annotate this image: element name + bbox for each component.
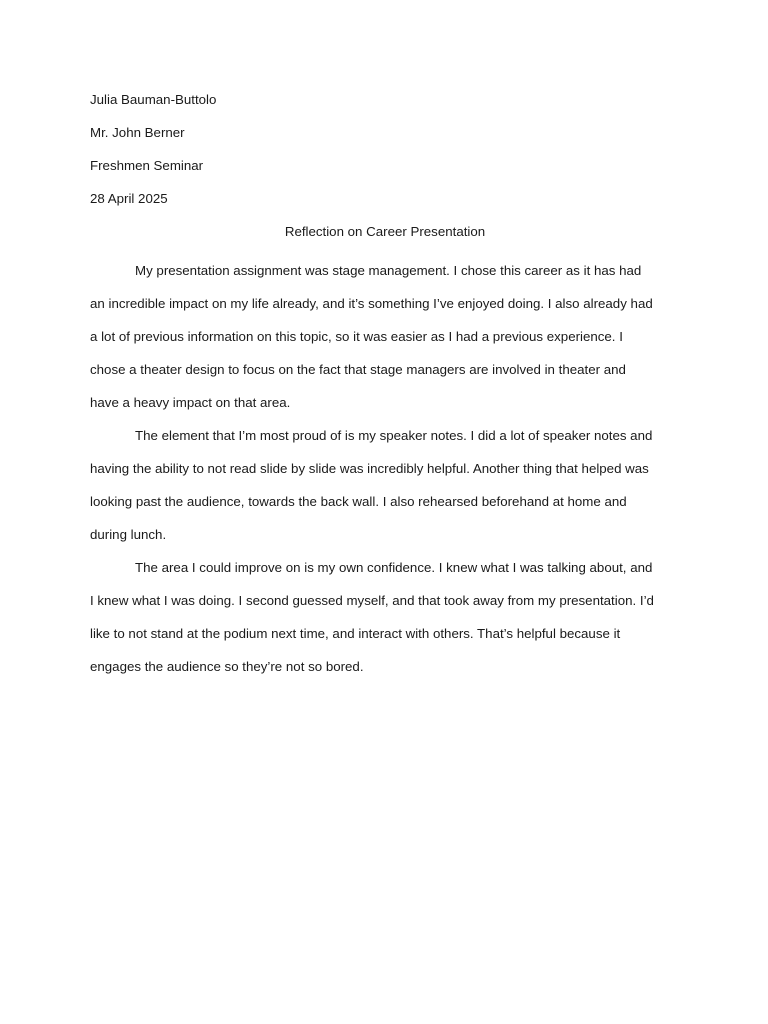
paragraph-line: engages the audience so they’re not so bored. (90, 659, 364, 674)
paragraph-1 (90, 254, 680, 419)
course-name: Freshmen Seminar (90, 158, 204, 173)
paragraph-line: have a heavy impact on that area. (90, 395, 291, 410)
paragraph-line: I knew what I was doing. I second guessed myself, and that took away from my presentation. I’d (90, 593, 654, 608)
document-body (90, 89, 680, 683)
paragraph-line: The area I could improve on is my own confidence. I knew what I was talking about, and (135, 560, 653, 575)
student-name: Julia Bauman-Buttolo (90, 92, 217, 107)
document-date: 28 April 2025 (90, 191, 168, 206)
teacher-name: Mr. John Berner (90, 125, 185, 140)
document-title: Reflection on Career Presentation (284, 224, 486, 239)
paragraph-line: The element that I’m most proud of is my speaker notes. I did a lot of speaker notes and (135, 428, 653, 443)
paragraph-2 (90, 419, 680, 551)
paragraph-line: like to not stand at the podium next time, and interact with others. That’s helpful because it (90, 626, 621, 641)
paragraph-line: an incredible impact on my life already, and it’s something I’ve enjoyed doing. I also already had (90, 296, 653, 311)
paragraph-line: chose a theater design to focus on the fact that stage managers are involved in theater and (90, 362, 626, 377)
paragraph-line: My presentation assignment was stage management. I chose this career as it has had (135, 263, 642, 278)
paragraph-line: having the ability to not read slide by slide was incredibly helpful. Another thing that helped was (90, 461, 649, 476)
paragraph-line: a lot of previous information on this topic, so it was easier as I had a previous experience. I (90, 329, 623, 344)
paragraph-line: during lunch. (90, 527, 167, 542)
paragraph-3 (90, 551, 680, 683)
paragraph-line: looking past the audience, towards the back wall. I also rehearsed beforehand at home and (90, 494, 627, 509)
